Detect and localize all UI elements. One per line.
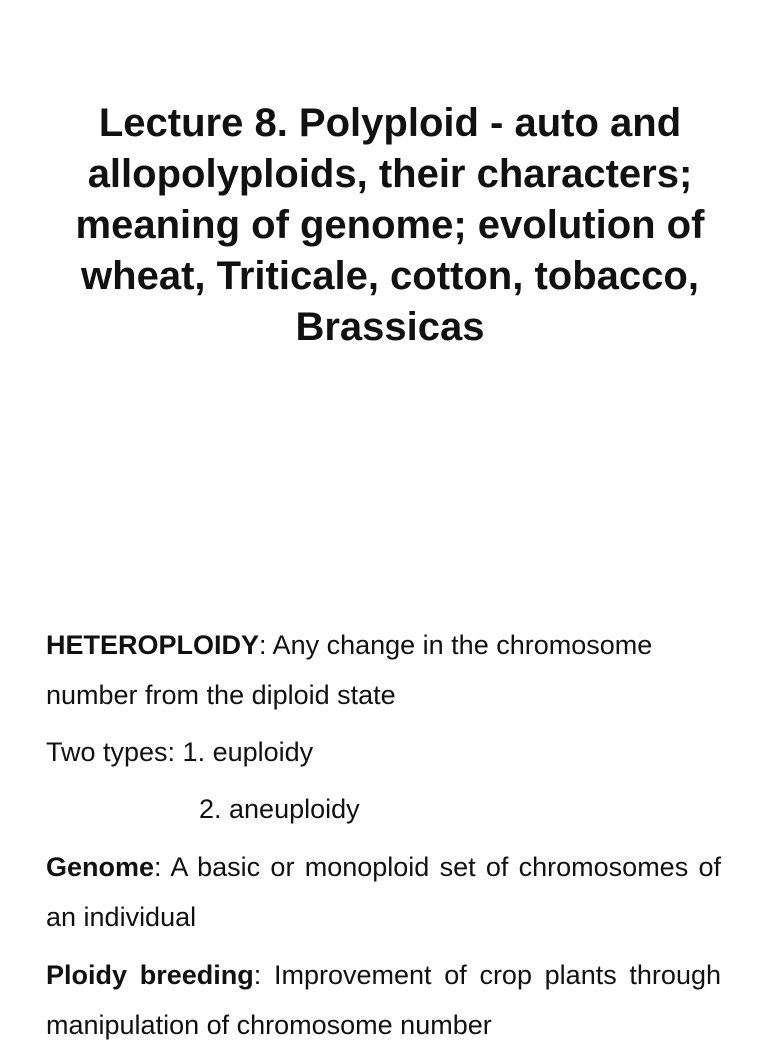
heteroploidy-term: HETEROPLOIDY [46,630,260,660]
types-line-2: 2. aneuploidy [199,794,360,824]
lecture-title: Lecture 8. Polyploid - auto and allopolyploids, their characters; meaning of genome; evolution of wheat, Triticale, cotton, tobacco, Brassicas [75,101,705,349]
genome-definition [46,842,721,942]
genome-term: Genome [46,852,155,882]
types-line-1: Two types: 1. euploidy [46,737,314,767]
heteroploidy-separator: : [259,630,267,660]
genome-text: A basic or monoploid set of chromosomes of an individual [46,852,721,932]
ploidy-breeding-separator: : [253,960,262,990]
genome-separator: : [154,852,162,882]
ploidy-breeding-text: Improvement of crop plants through manipulation of chromosome number [46,960,721,1040]
ploidy-breeding-term: Ploidy breeding [46,960,254,990]
heteroploidy-text: Any change in the chromosome number from the diploid state [46,630,653,710]
heteroploidy-definition [46,620,721,720]
ploidy-breeding-definition [46,950,721,1050]
